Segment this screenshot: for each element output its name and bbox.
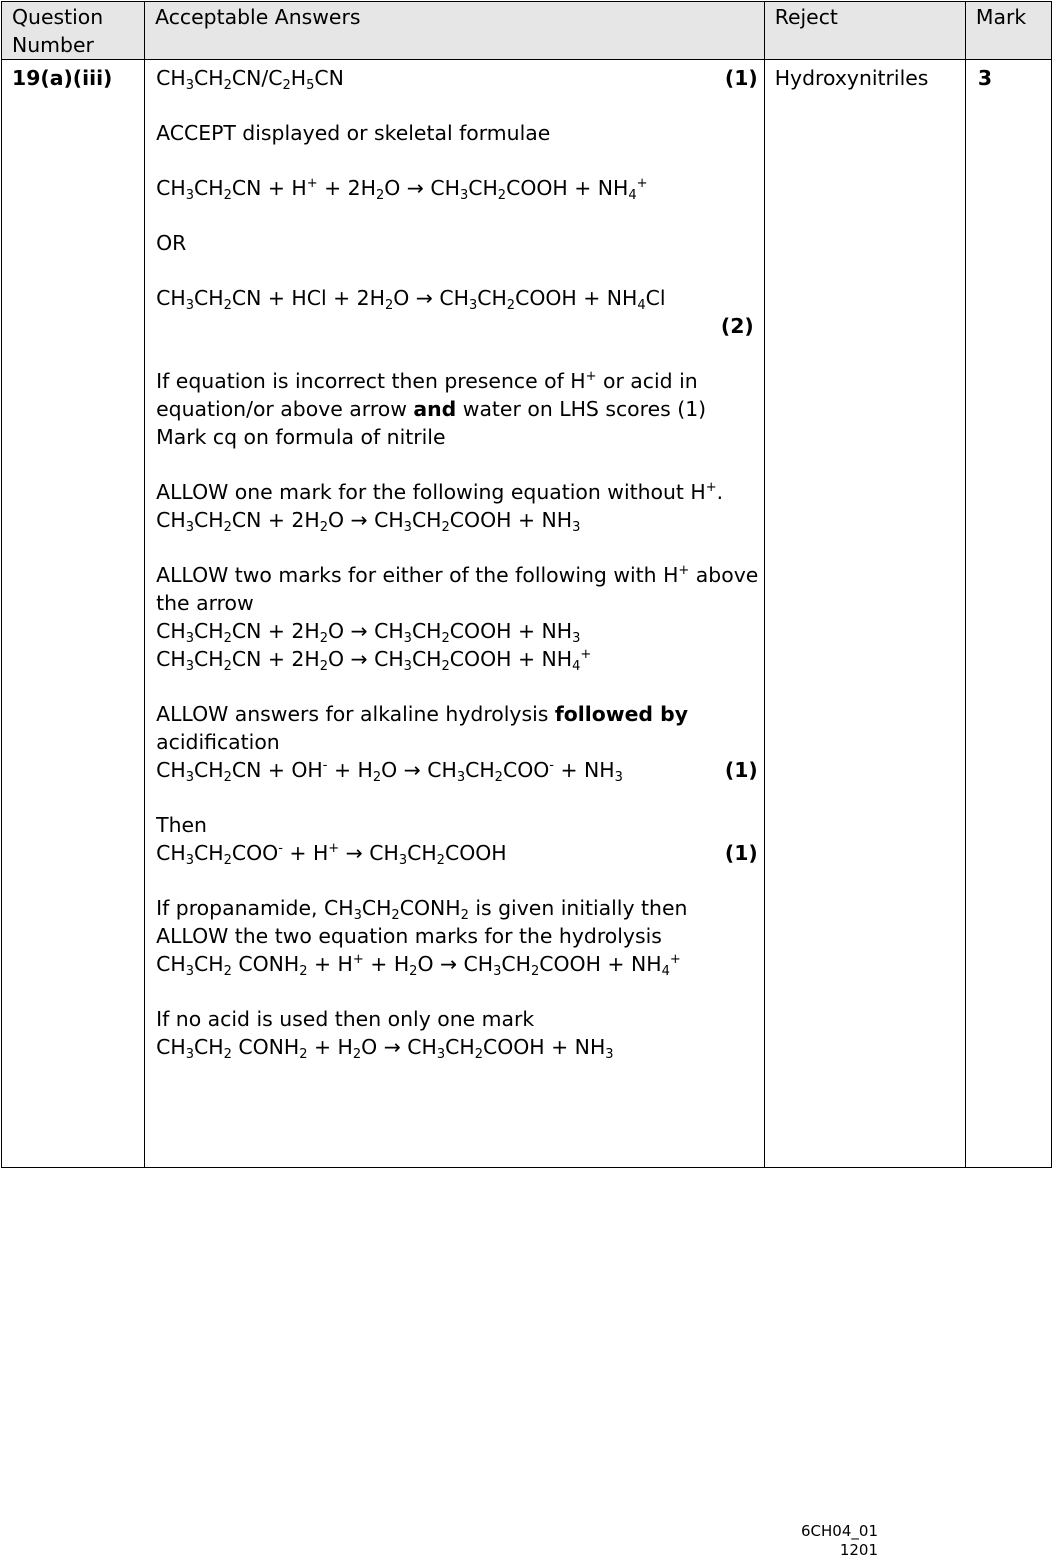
or-text: OR	[156, 231, 187, 255]
no-acid-note: If no acid is used then only one mark	[156, 1007, 535, 1031]
alkaline-hydrolysis-note: ALLOW answers for alkaline hydrolysis followed by acidification	[156, 702, 689, 754]
header-mark: Mark	[965, 2, 1051, 60]
propanamide-note: If propanamide, $CH_3CH_2CONH_2$ is given initially then ALLOW the two equation marks for the hydrolysis	[156, 896, 688, 948]
equation-without-acid: $CH_3CH_2CN + 2H_2O$ → $CH_3CH_2COOH + NH_3$	[156, 508, 581, 535]
mark-cell: 3	[965, 60, 1051, 1168]
page-footer	[760, 1522, 878, 1560]
allow-two-marks-note: ALLOW two marks for either of the following with H+ above the arrow	[156, 563, 759, 615]
equation-alkaline: $CH_3CH_2CN + OH^- + H_2O \to CH_3CH_2COO^- + NH_3$ (1)	[156, 758, 758, 785]
header-question-number: Question Number	[2, 2, 145, 60]
footer-session: 1201	[839, 1541, 878, 1559]
mark-4: (1)	[724, 841, 758, 865]
equation-hcl: $CH_3CH_2CN$ + HCl + $2H_2O$ → $CH_3CH_2COOH + NH_4Cl$	[156, 286, 666, 313]
accept-displayed: ACCEPT displayed or skeletal formulae	[156, 121, 551, 145]
equation-ammonium: $CH_3CH_2CN + 2H_2O$ → $CH_3CH_2COOH + NH_4^+$	[156, 647, 592, 674]
header-acceptable-answers: Acceptable Answers	[145, 2, 765, 60]
footer-code: 6CH04_01	[801, 1522, 878, 1540]
mark-3: (1)	[724, 758, 758, 782]
mark-scheme-table	[1, 1, 1052, 1168]
header-row	[2, 2, 1052, 60]
equation-ammonia: $CH_3CH_2CN + 2H_2O$ → $CH_3CH_2COOH + NH_3$	[156, 619, 581, 646]
answer-row	[2, 60, 1052, 1168]
question-number: 19(a)(iii)	[2, 60, 145, 1168]
allow-one-mark-note: ALLOW one mark for the following equation without H+.	[156, 480, 724, 504]
mark-1: (1)	[724, 66, 758, 90]
acceptable-answers	[145, 60, 765, 1168]
incorrect-equation-note: If equation is incorrect then presence of H+ or acid in equation/or above arrow and water on LHS scores (1)	[156, 369, 707, 421]
equation-propanamide-no-acid: $CH_3CH_2$ $CONH_2 + H_2O$ → $CH_3CH_2COOH + NH_3$	[156, 1035, 614, 1062]
mark-2: (2)	[720, 314, 754, 338]
nitrile-formula: $CH_3CH_2CN/C_2H_5CN$ (1)	[156, 66, 758, 93]
equation-propanamide-acid: $CH_3CH_2$ $CONH_2 + H^+ + H_2O$ → $CH_3CH_2COOH + NH_4^+$	[156, 952, 681, 979]
then-text: Then	[156, 813, 207, 837]
reject-cell: Hydroxynitriles	[764, 60, 965, 1168]
header-reject: Reject	[764, 2, 965, 60]
equation-acid-hydrolysis: $CH_3CH_2CN + H^+ + 2H_2O$ → $CH_3CH_2COOH + NH_4^+$	[156, 176, 648, 203]
mark-cq-note: Mark cq on formula of nitrile	[156, 425, 446, 449]
equation-acidification: $CH_3CH_2COO^- + H^+$ → $CH_3CH_2COOH$ (1)	[156, 841, 758, 868]
